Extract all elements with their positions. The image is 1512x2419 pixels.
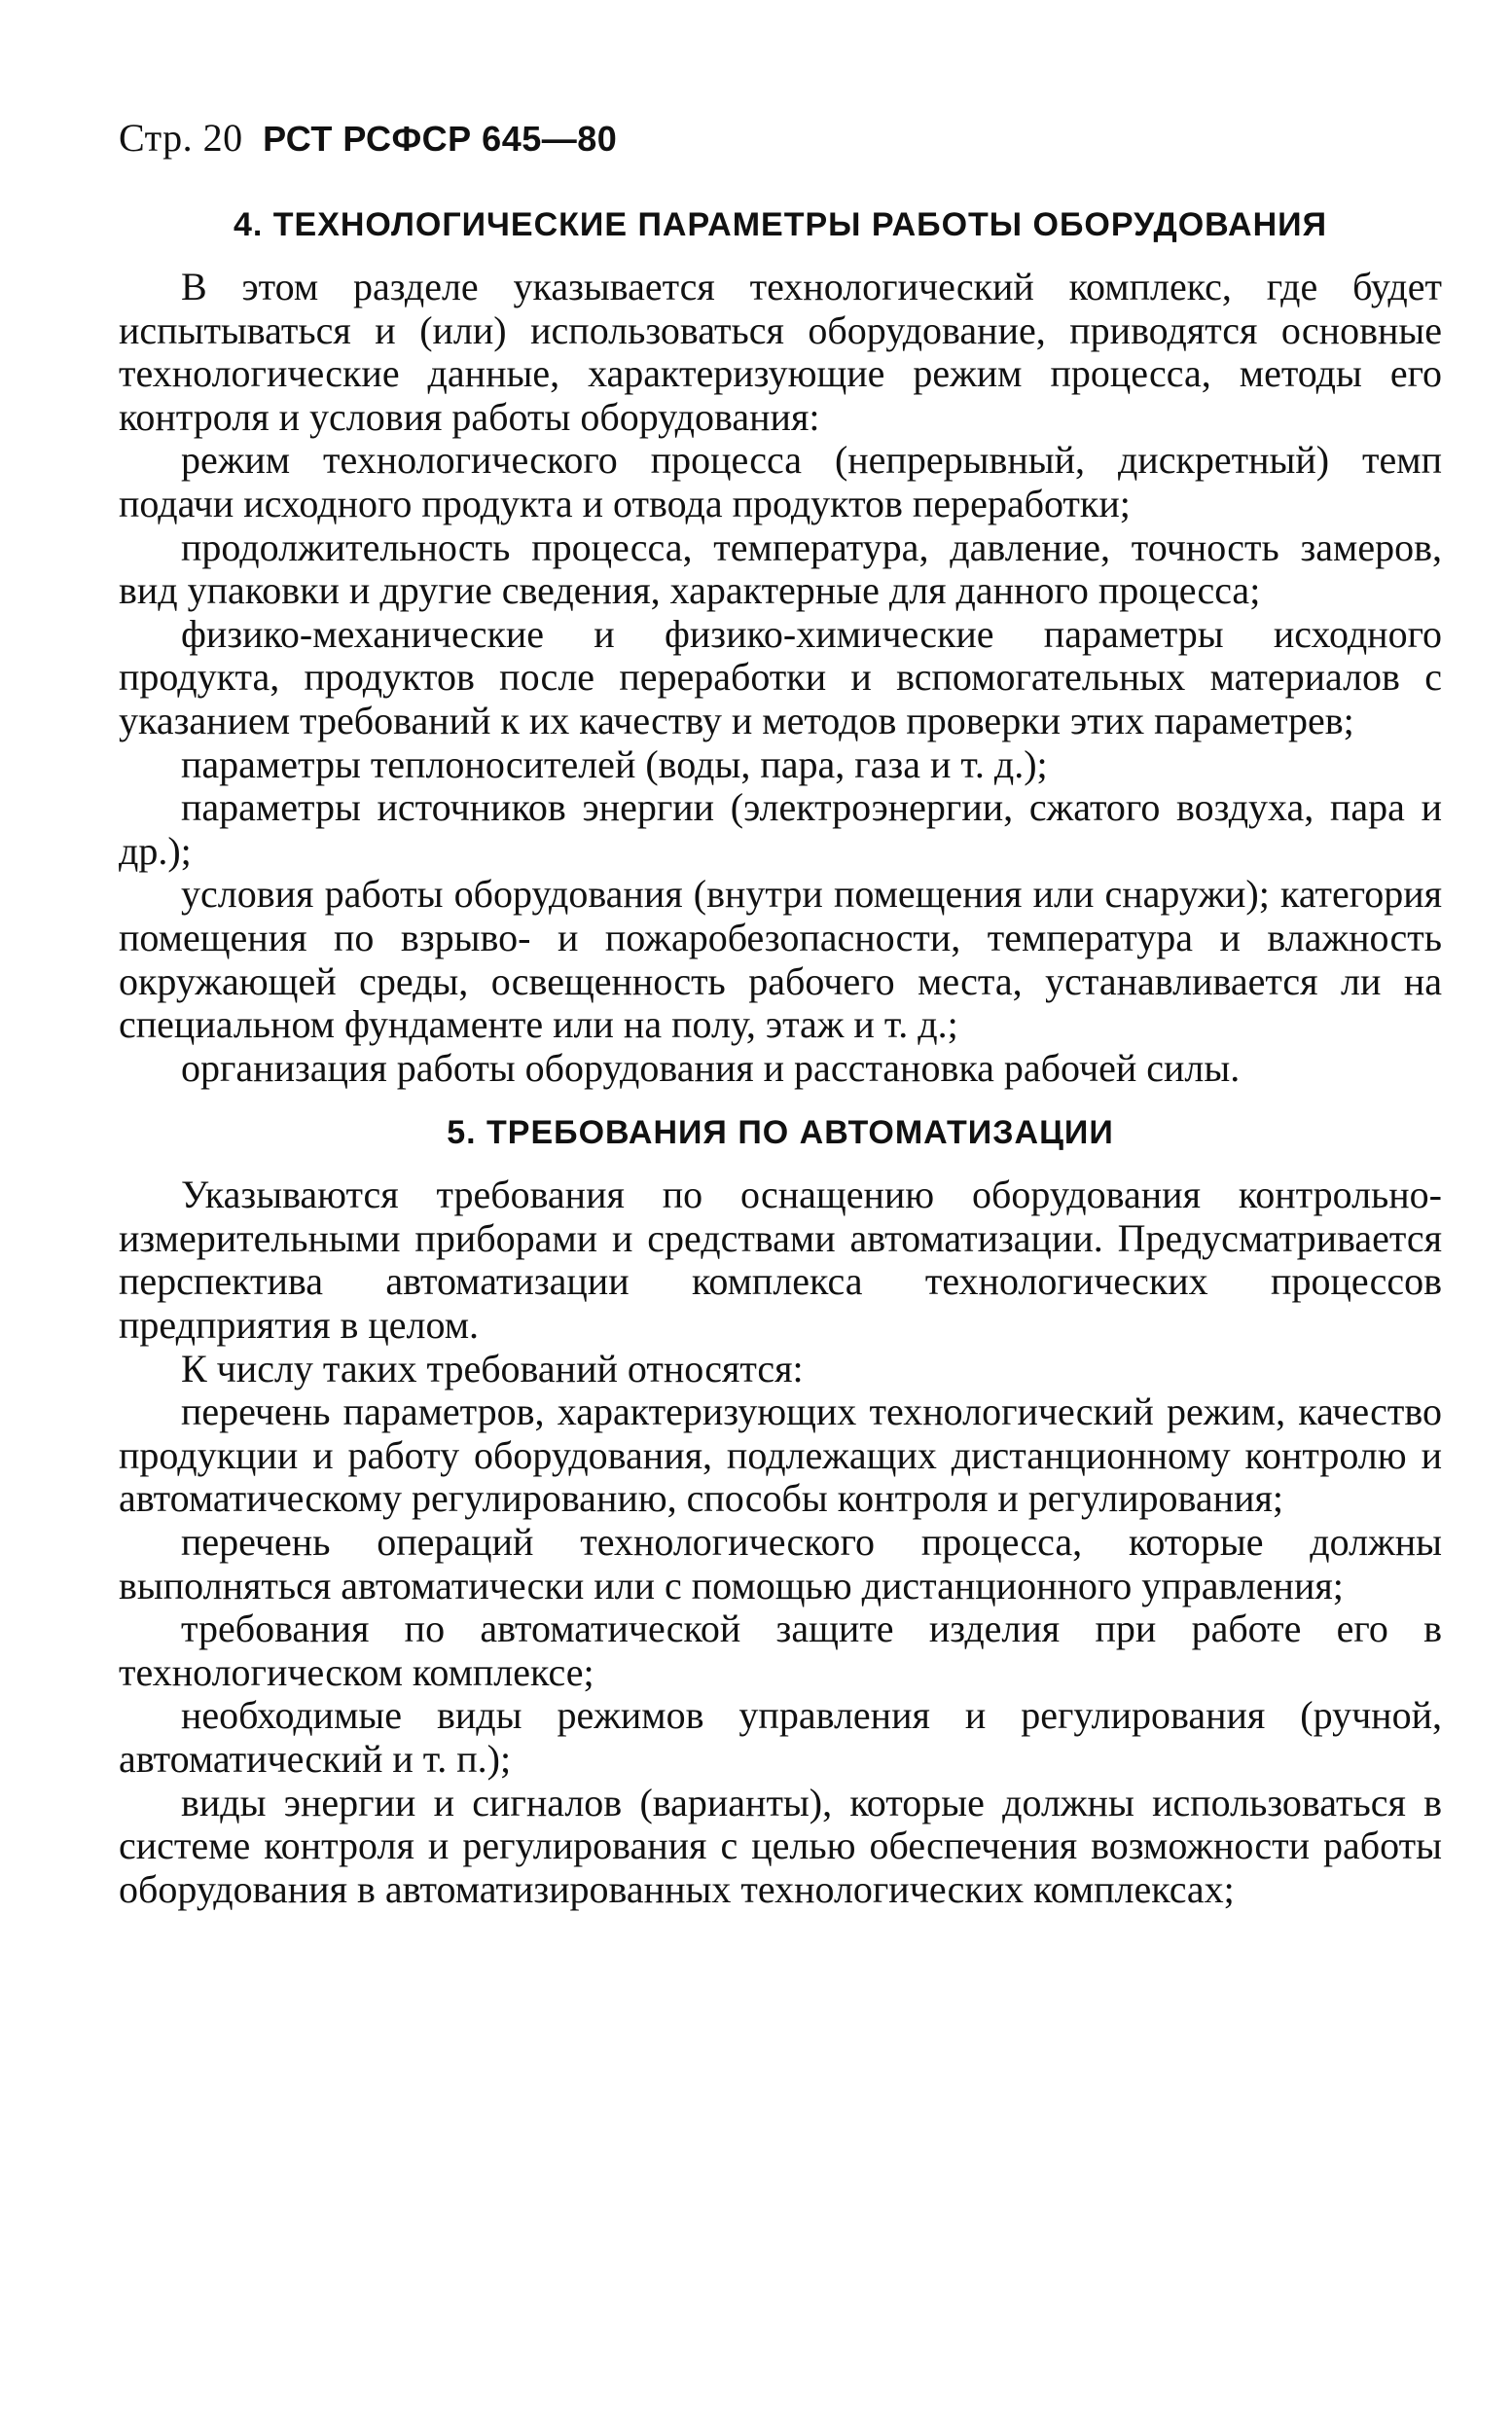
section-heading: 4. ТЕХНОЛОГИЧЕСКИЕ ПАРАМЕТРЫ РАБОТЫ ОБОРУДОВАНИЯ xyxy=(233,206,1328,243)
paragraph: К числу таких требований относятся: xyxy=(181,1346,804,1390)
page-header xyxy=(119,115,1442,162)
paragraph: условия работы оборудования (внутри помещения или снаружи); категория помещения по взрыво- и пожаробезопасности, температура и влажность окружающей среды, освещенность рабочего места, устанавливается ли на специальном фундаменте или на полу, этаж и т. д.; xyxy=(119,872,1442,1047)
paragraph: виды энергии и сигналов (варианты), которые должны использоваться в системе контроля и регулирования с целью обеспечения возможности работы оборудования в автоматизированных технологических комплексах; xyxy=(119,1780,1442,1911)
paragraph: параметры источников энергии (электроэнергии, сжатого воздуха, пара и др.); xyxy=(119,785,1442,873)
paragraph: организация работы оборудования и расстановка рабочей силы. xyxy=(181,1045,1241,1090)
paragraph: В этом разделе указывается технологический комплекс, где будет испытываться и (или) использоваться оборудование, приводятся основные технологические данные, характеризующие режим процесса, методы его контроля и условия работы оборудования: xyxy=(119,265,1442,439)
paragraph: требования по автоматической защите изделия при работе его в технологическом комплексе; xyxy=(119,1607,1442,1694)
section-5 xyxy=(119,1111,1442,1911)
section-heading: 5. ТРЕБОВАНИЯ ПО АВТОМАТИЗАЦИИ xyxy=(447,1114,1114,1152)
paragraph: режим технологического процесса (непрерывный, дискретный) темп подачи исходного продукта и отвода продуктов переработки; xyxy=(119,438,1442,525)
section-4 xyxy=(119,203,1442,1090)
paragraph: физико-механические и физико-химические параметры исходного продукта, продуктов после переработки и вспомогательных материалов с указанием требований к их качеству и методов проверки этих параметрев; xyxy=(119,611,1442,742)
paragraph: параметры теплоносителей (воды, пара, газа и т. д.); xyxy=(181,741,1048,786)
paragraph: продолжительность процесса, температура, давление, точность замеров, вид упаковки и другие сведения, характерные для данного процесса; xyxy=(119,524,1442,613)
paragraph: перечень параметров, характеризующих технологический режим, качество продукции и работу оборудования, подлежащих дистанционному контролю и автоматическому регулированию, способы контроля и регулирования; xyxy=(119,1390,1442,1521)
page-number: Стр. 20 xyxy=(119,116,243,160)
paragraph: перечень операций технологического процесса, которые должны выполняться автоматически или с помощью дистанционного управления; xyxy=(119,1520,1442,1607)
paragraph: необходимые виды режимов управления и регулирования (ручной, автоматический и т. п.); xyxy=(119,1693,1442,1781)
document-code: РСТ РСФСР 645—80 xyxy=(263,119,618,159)
paragraph: Указываются требования по оснащению оборудования контрольно-измерительными приборами и средствами автоматизации. Предусматривается перспектива автоматизации комплекса технологических процессов предприятия в целом. xyxy=(119,1173,1442,1348)
